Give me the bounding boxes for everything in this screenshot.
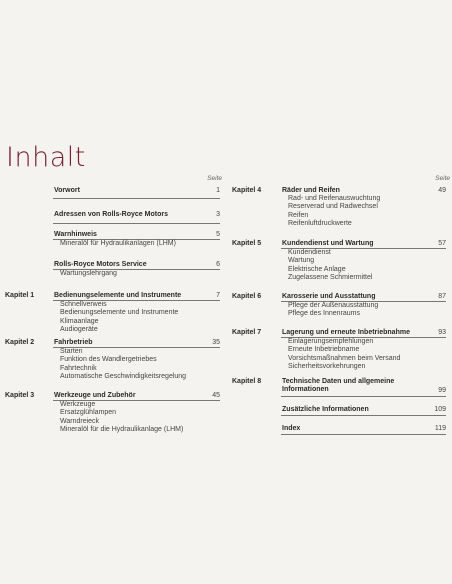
entry-title: Räder und Reifen	[282, 187, 340, 194]
subtopic: Pflege des Innenraums	[288, 310, 360, 318]
entry-page: 5	[216, 231, 220, 238]
subtopic: Warndreieck	[60, 417, 100, 425]
subtopic: Rad- und Reifenauswuchtung	[288, 195, 381, 202]
entry-title: Karosserie und Ausstattung	[282, 293, 376, 300]
seite-label: Seite	[207, 175, 222, 182]
entry-subtopics	[288, 249, 372, 282]
subtopic: Pflege der Außenausstattung	[288, 302, 379, 309]
entry-page: 87	[438, 293, 446, 300]
toc-entry	[226, 240, 450, 293]
chapter-label: Kapitel 5	[232, 240, 262, 247]
entry-subtopics	[60, 348, 186, 381]
entry-page: 109	[434, 406, 446, 413]
toc-entry	[0, 392, 222, 440]
divider	[281, 415, 446, 416]
entry-title: Index	[282, 425, 301, 432]
entry-page: 99	[438, 387, 446, 394]
subtopic: Erneute Inbetriebname	[288, 346, 360, 354]
subtopic: Automatische Geschwindigkeitsregelung	[60, 372, 187, 380]
subtopic: Elektrische Anlage	[288, 265, 346, 273]
chapter-label: Kapitel 4	[232, 187, 262, 194]
toc-entry	[226, 293, 450, 329]
entry-page: 35	[212, 339, 220, 346]
subtopic: Starten	[60, 348, 83, 355]
toc-entry	[226, 406, 450, 425]
entry-title: Rolls-Royce Motors Service	[54, 261, 147, 268]
entry-subtopics	[60, 240, 176, 248]
seite-label: Seite	[435, 175, 450, 182]
entry-subtopics	[60, 301, 178, 334]
entry-page: 119	[434, 425, 446, 432]
subtopic: Einlagerungsempfehlungen	[288, 338, 374, 345]
entry-title: Bedienungselemente und Instrumente	[54, 292, 182, 299]
entry-title: Fahrbetrieb	[54, 339, 93, 346]
toc-right-column	[226, 175, 450, 439]
entry-subtopics	[288, 195, 380, 228]
divider	[281, 434, 446, 435]
entry-title: Adressen von Rolls-Royce Motors	[54, 211, 168, 218]
entry-subtopics	[60, 401, 183, 434]
divider	[53, 198, 220, 199]
entry-title: Warnhinweis	[54, 231, 97, 238]
entry-subtopics	[288, 302, 378, 319]
subtopic: Sicherheitsvorkehrungen	[288, 362, 366, 370]
entry-page: 57	[438, 240, 446, 247]
subtopic: Ersatzglühlampen	[60, 409, 117, 417]
divider	[53, 223, 220, 224]
entry-page: 1	[216, 187, 220, 194]
entry-subtopics	[60, 270, 117, 278]
entry-title: Werkzeuge und Zubehör	[54, 392, 136, 399]
toc-entry	[226, 378, 450, 406]
subtopic: Mineralöl für die Hydraulikanlage (LHM)	[60, 425, 184, 433]
chapter-label: Kapitel 8	[232, 378, 262, 385]
toc-entry	[0, 231, 222, 261]
subtopic: Reifen	[288, 211, 309, 219]
toc-entry	[226, 187, 450, 240]
entry-title: Lagerung und erneute Inbetriebnahme	[282, 329, 410, 336]
entry-subtopics	[288, 338, 400, 371]
entry-page: 3	[216, 211, 220, 218]
entry-page: 6	[216, 261, 220, 268]
toc-entry	[226, 329, 450, 378]
subtopic: Audiogeräte	[60, 325, 98, 333]
subtopic: Vorsichtsmaßnahmen beim Versand	[288, 354, 401, 362]
subtopic: Wartungslehrgang	[60, 270, 117, 277]
entry-page: 93	[438, 329, 446, 336]
toc-left-column	[0, 175, 222, 440]
toc-entry	[226, 425, 450, 439]
subtopic: Fahrtechnik	[60, 364, 97, 372]
subtopic: Werkzeuge	[60, 401, 96, 408]
chapter-label: Kapitel 3	[5, 392, 35, 399]
toc-entry	[0, 339, 222, 392]
entry-title: Zusätzliche Informationen	[282, 406, 369, 413]
subtopic: Reserverad und Radwechsel	[288, 203, 378, 211]
subtopic: Schnellverweis	[60, 301, 107, 308]
entry-title: Technische Daten und allgemeine Informationen	[282, 378, 395, 394]
subtopic: Wartung	[288, 257, 315, 265]
toc-entry	[0, 261, 222, 292]
toc-entry	[0, 292, 222, 339]
subtopic: Zugelassene Schmiermittel	[288, 273, 373, 281]
chapter-label: Kapitel 1	[5, 292, 35, 299]
divider	[281, 396, 446, 397]
subtopic: Kundendienst	[288, 249, 331, 256]
subtopic: Funktion des Wandlergetriebes	[60, 356, 157, 364]
chapter-label: Kapitel 6	[232, 293, 262, 300]
entry-title: Kundendienst und Wartung	[282, 240, 374, 247]
chapter-label: Kapitel 2	[5, 339, 35, 346]
subtopic: Reifenluftdruckwerte	[288, 219, 352, 227]
toc-entry	[0, 187, 222, 206]
page-title: Inhalt	[6, 142, 86, 173]
chapter-label: Kapitel 7	[232, 329, 262, 336]
entry-title: Vorwort	[54, 187, 80, 194]
toc-entry	[0, 206, 222, 231]
subtopic: Klimaanlage	[60, 317, 99, 325]
entry-page: 49	[438, 187, 446, 194]
entry-page: 45	[212, 392, 220, 399]
subtopic: Mineralöl für Hydraulikanlagen (LHM)	[60, 240, 176, 247]
entry-page: 7	[216, 292, 220, 299]
subtopic: Bedienungselemente und Instrumente	[60, 309, 179, 317]
